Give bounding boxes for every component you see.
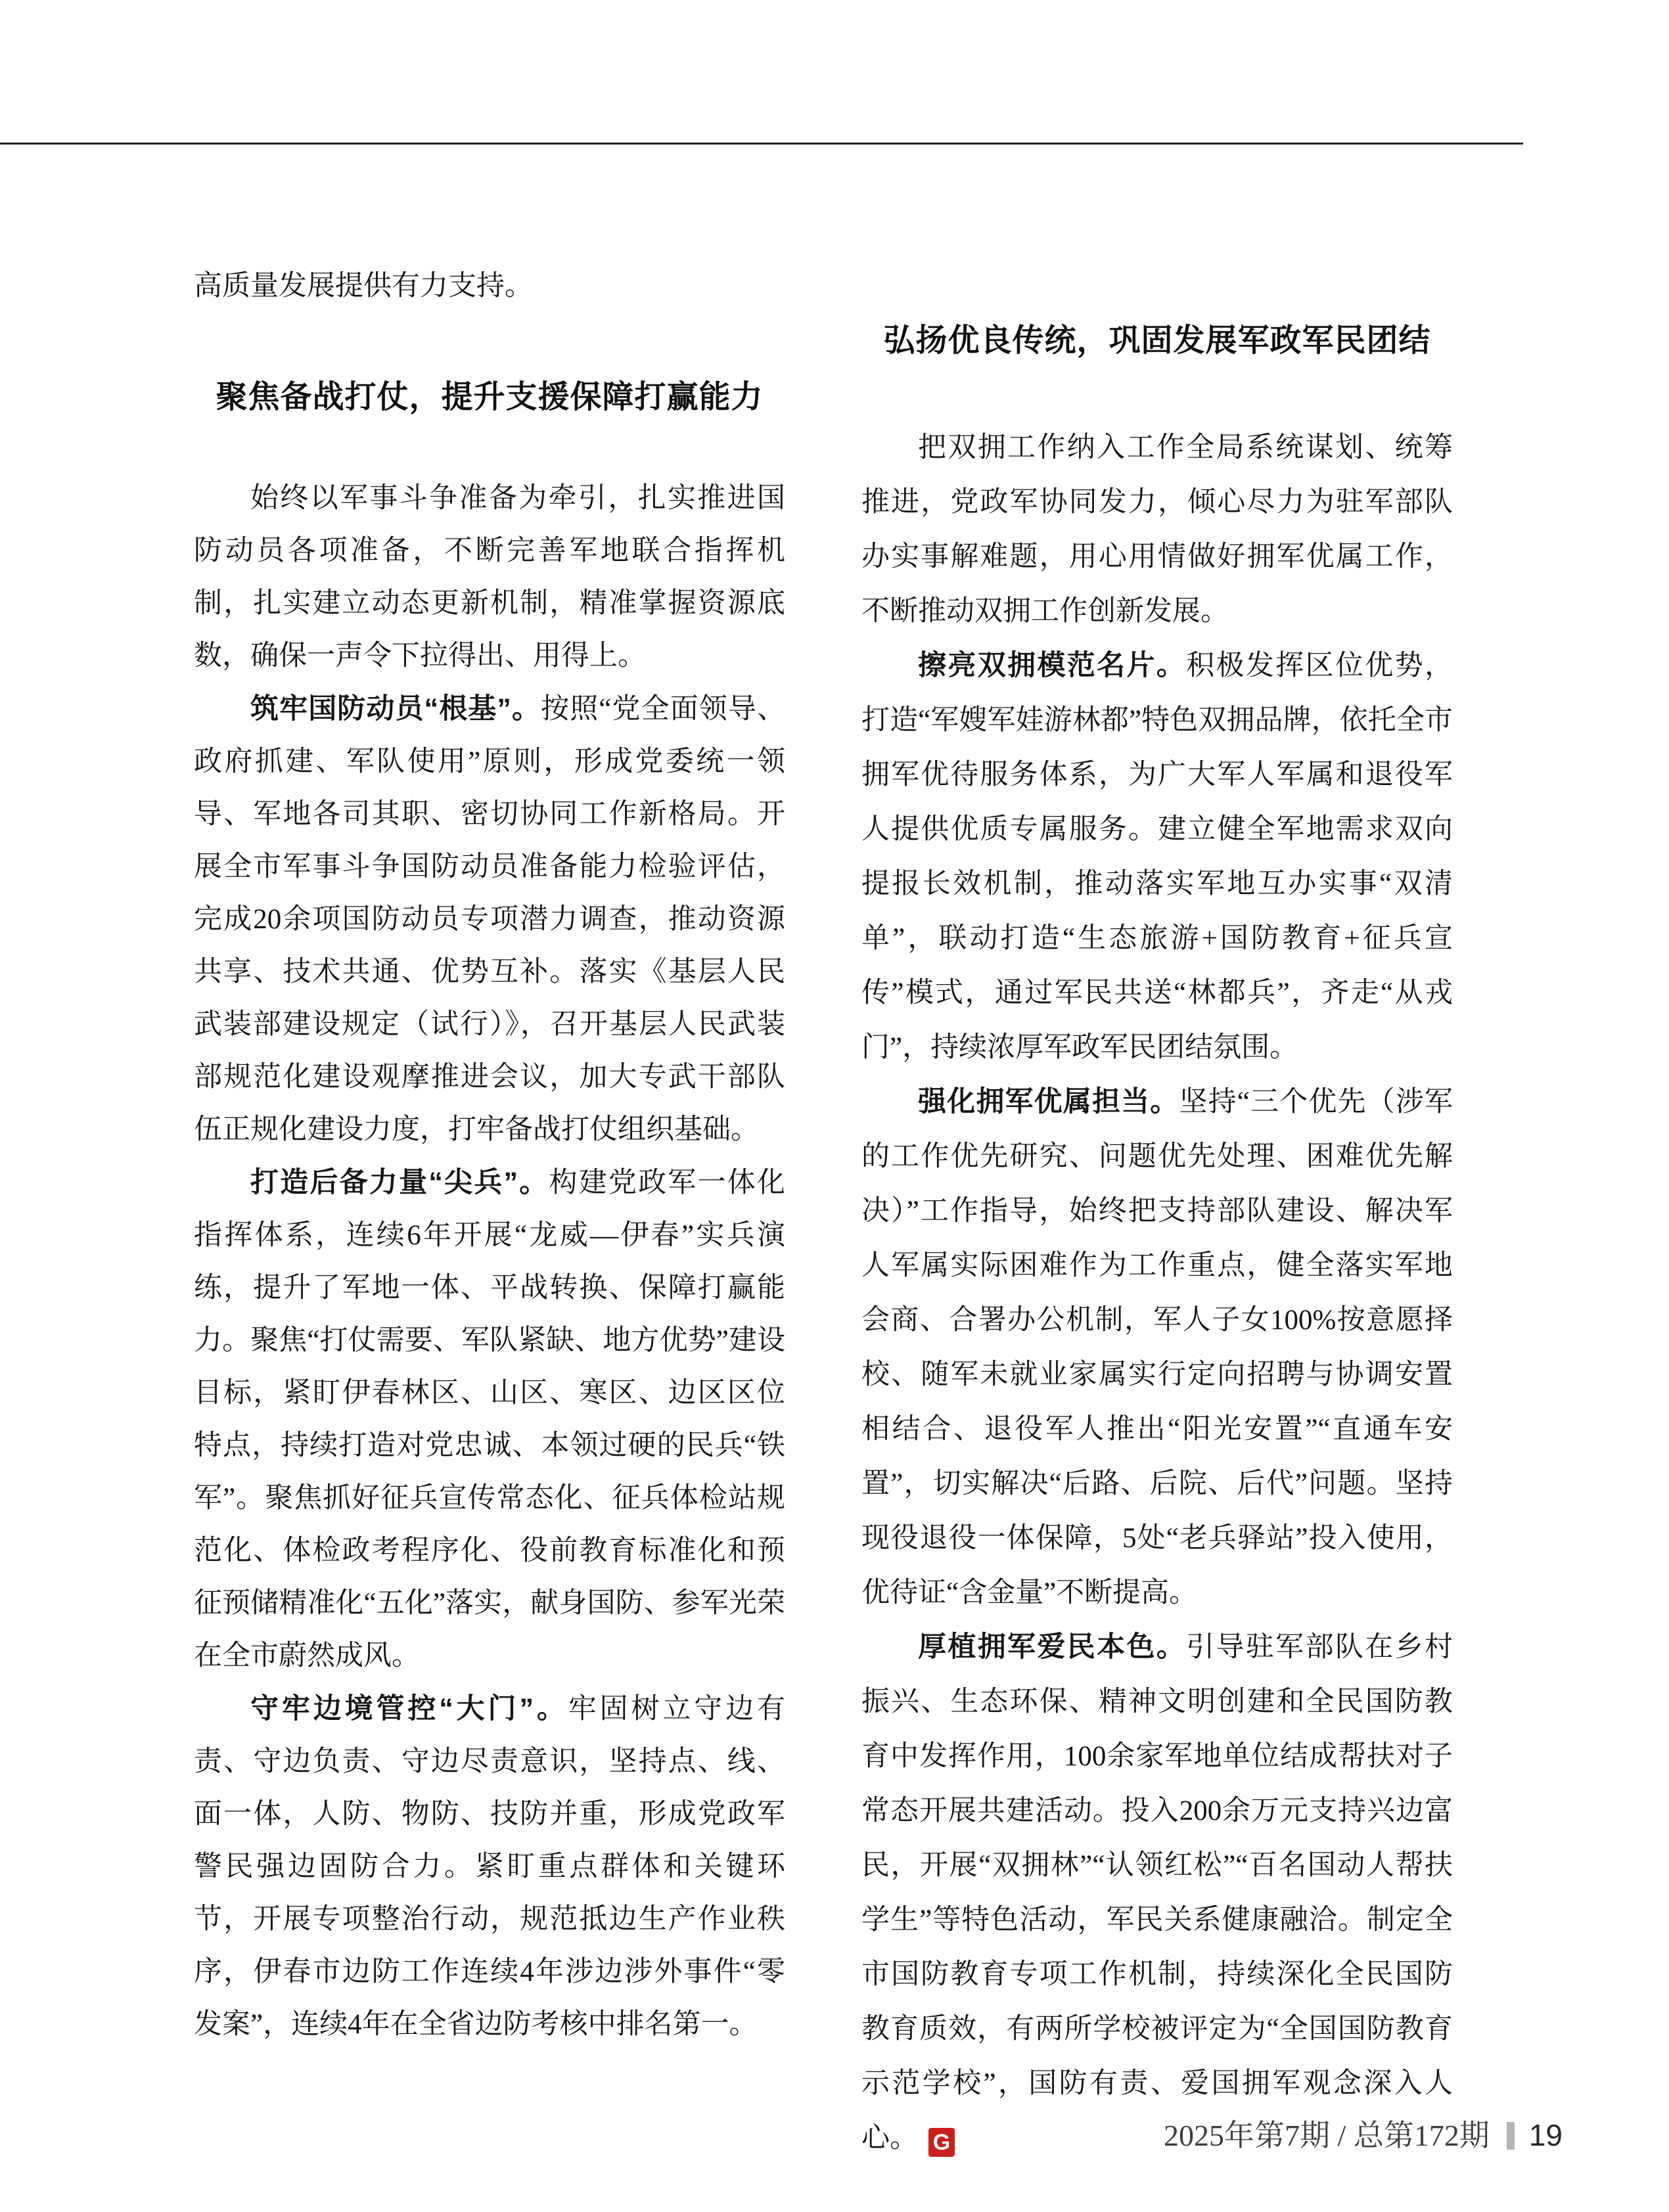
issue-info: 2025年第7期 / 总第172期	[1164, 2119, 1490, 2152]
paragraph	[194, 1682, 785, 2051]
left-column	[194, 260, 785, 2051]
page-footer	[1164, 2119, 1563, 2152]
paragraph-lead: 强化拥军优属担当。	[918, 1086, 1179, 1117]
paragraph-lead: 打造后备力量“尖兵”。	[250, 1167, 549, 1198]
paragraph-lead: 筑牢国防动员“根基”。	[250, 693, 541, 725]
section-heading-left: 聚焦备战打仗，提升支援保障打赢能力	[216, 380, 764, 415]
paragraph-body: 积极发挥区位优势，打造“军嫂军娃游林都”特色双拥品牌，依托全市拥军优待服务体系，为广大军人军属和退役军人提供优质专属服务。建立健全军地需求双向提报长效机制，推动落实军地互办实事“双清单”，联动打造“生态旅游+国防教育+征兵宣传”模式，通过军民共送“林都兵”，齐走“从戎门”，持续浓厚军政军民团结氛围。	[861, 650, 1453, 1063]
paragraph-lead: 守牢边境管控“大门”。	[250, 1693, 568, 1725]
paragraph	[194, 683, 785, 1156]
paragraph	[194, 472, 785, 683]
right-column	[861, 260, 1453, 2165]
paragraph-lead: 擦亮双拥模范名片。	[918, 650, 1187, 681]
article-end-mark-icon: G	[928, 2128, 955, 2157]
page-number: 19	[1528, 2118, 1563, 2152]
continuation-paragraph: 高质量发展提供有力支持。	[194, 271, 533, 302]
paragraph	[861, 1075, 1453, 1620]
paragraph	[861, 1620, 1453, 2165]
footer-separator	[1507, 2122, 1515, 2150]
paragraph-body: 把双拥工作纳入工作全局系统谋划、统筹推进，党政军协同发力，倾心尽力为驻军部队办实事解难题，用心用情做好拥军优属工作，不断推动双拥工作创新发展。	[861, 432, 1453, 627]
paragraph-body: 坚持“三个优先（涉军的工作优先研究、问题优先处理、困难优先解决）”工作指导，始终把支持部队建设、解决军人军属实际困难作为工作重点，健全落实军地会商、合署办公机制，军人子女100%按意愿择校、随军未就业家属实行定向招聘与协调安置相结合、退役军人推出“阳光安置”“直通车安置”，切实解决“后路、后院、后代”问题。坚持现役退役一体保障，5处“老兵驿站”投入使用，优待证“含金量”不断提高。	[861, 1087, 1453, 1608]
paragraph	[861, 420, 1453, 639]
header-rule	[0, 143, 1523, 145]
paragraph-body: 始终以军事斗争准备为牵引，扎实推进国防动员各项准备，不断完善军地联合指挥机制，扎实建立动态更新机制，精准掌握资源底数，确保一声令下拉得出、用得上。	[194, 483, 785, 671]
paragraph-body: 构建党政军一体化指挥体系，连续6年开展“龙威—伊春”实兵演练，提升了军地一体、平战转换、保障打赢能力。聚焦“打仗需要、军队紧缺、地方优势”建设目标，紧盯伊春林区、山区、寒区、边区区位特点，持续打造对党忠诚、本领过硬的民兵“铁军”。聚焦抓好征兵宣传常态化、征兵体检站规范化、体检政考程序化、役前教育标准化和预征预储精准化“五化”落实，献身国防、参军光荣在全市蔚然成风。	[194, 1167, 786, 1671]
paragraph-body: 引导驻军部队在乡村振兴、生态环保、精神文明创建和全民国防教育中发挥作用，100余家军地单位结成帮扶对子常态开展共建活动。投入200余万元支持兴边富民，开展“双拥林”“认领红松”“百名国动人帮扶学生”等特色活动，军民关系健康融洽。制定全市国防教育专项工作机制，持续深化全民国防教育质效，有两所学校被评定为“全国国防教育示范学校”，国防有责、爱国拥军观念深入人心。	[861, 1632, 1453, 2154]
paragraph-body: 牢固树立守边有责、守边负责、守边尽责意识，坚持点、线、面一体，人防、物防、技防并重，形成党政军警民强边固防合力。紧盯重点群体和关键环节，开展专项整治行动，规范抵边生产作业秩序，伊春市边防工作连续4年涉边涉外事件“零发案”，连续4年在全省边防考核中排名第一。	[194, 1694, 786, 2040]
paragraph-body: 按照“党全面领导、政府抓建、军队使用”原则，形成党委统一领导、军地各司其职、密切协同工作新格局。开展全市军事斗争国防动员准备能力检验评估，完成20余项国防动员专项潜力调查，推动资源共享、技术共通、优势互补。落实《基层人民武装部建设规定（试行）》，召开基层人民武装部规范化建设观摩推进会议，加大专武干部队伍正规化建设力度，打牢备战打仗组织基础。	[194, 694, 785, 1145]
paragraph	[194, 1156, 785, 1682]
paragraph	[861, 639, 1453, 1075]
section-heading-right: 弘扬优良传统，巩固发展军政军民团结	[883, 323, 1431, 358]
paragraph-lead: 厚植拥军爱民本色。	[918, 1631, 1187, 1663]
